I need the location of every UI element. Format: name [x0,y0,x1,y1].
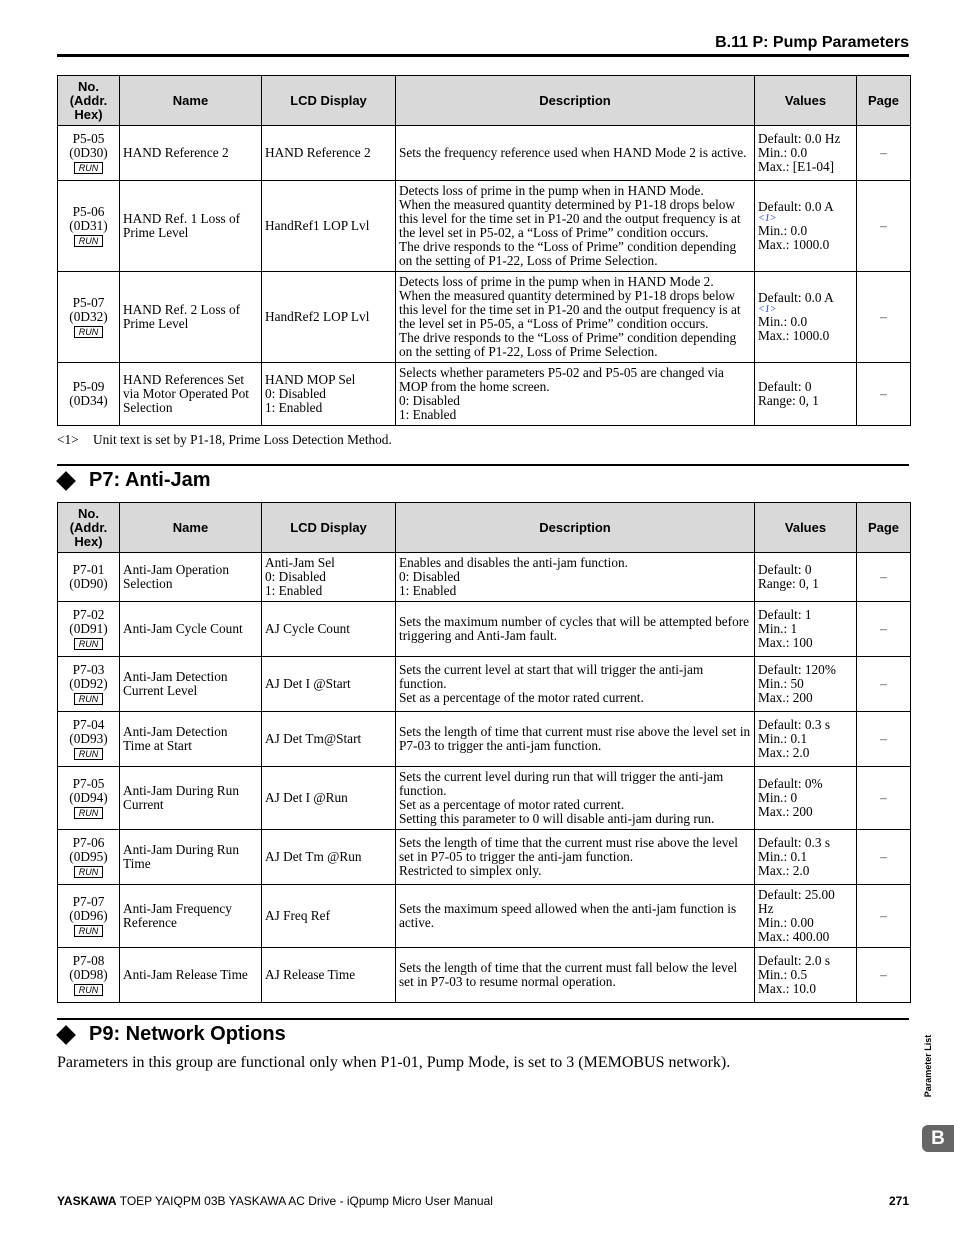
page-ref: – [857,830,911,885]
lcd-display: AJ Cycle Count [262,602,396,657]
page-ref: – [857,272,911,363]
param-number-cell [58,181,120,272]
description: Sets the frequency reference used when HAND Mode 2 is active. [396,126,755,181]
param-number: P7-03 [72,662,105,677]
run-badge: RUN [74,925,104,937]
col-header-name: Name [120,503,262,553]
param-address: (0D30) [69,145,108,160]
run-badge: RUN [74,162,104,174]
param-address: (0D95) [69,849,108,864]
param-name: Anti-Jam Cycle Count [120,602,262,657]
table-row [58,602,911,657]
col-header-values: Values [755,503,857,553]
values-default: Default: 0% Min.: 0 Max.: 200 [758,776,823,819]
col-header-no: No. (Addr. Hex) [58,503,120,553]
page-ref: – [857,602,911,657]
footnote [57,432,392,448]
param-name: Anti-Jam During Run Time [120,830,262,885]
side-tab-letter: B [922,1125,954,1152]
description: Selects whether parameters P5-02 and P5-05 are changed via MOP from the home screen. 0: Disabled 1: Enabled [396,363,755,426]
run-badge: RUN [74,748,104,760]
table-row [58,363,911,426]
param-number: P7-05 [72,776,105,791]
param-number-cell [58,712,120,767]
values-default: Default: 0.0 A [758,290,834,305]
description: Enables and disables the anti-jam function. 0: Disabled 1: Enabled [396,553,755,602]
values-range: Min.: 0.0 Max.: 1000.0 [758,314,830,343]
values-cell [755,126,857,181]
param-number: P5-09 [72,379,105,394]
param-address: (0D94) [69,790,108,805]
values-default: Default: 2.0 s Min.: 0.5 Max.: 10.0 [758,953,831,996]
run-badge: RUN [74,235,104,247]
values-default: Default: 0.0 Hz Min.: 0.0 Max.: [E1-04] [758,131,841,174]
param-address: (0D98) [69,967,108,982]
page-ref: – [857,948,911,1003]
p7-parameter-table [57,502,911,1003]
page-ref: – [857,553,911,602]
param-address: (0D96) [69,908,108,923]
description: Sets the maximum number of cycles that will be attempted before triggering and Anti-Jam fault. [396,602,755,657]
param-number-cell [58,126,120,181]
page-ref: – [857,712,911,767]
run-badge: RUN [74,984,104,996]
page-ref: – [857,181,911,272]
values-cell [755,830,857,885]
values-cell [755,948,857,1003]
table-row [58,553,911,602]
lcd-display: HandRef2 LOP Lvl [262,272,396,363]
col-header-page: Page [857,503,911,553]
page-ref: – [857,657,911,712]
values-default: Default: 25.00 Hz Min.: 0.00 Max.: 400.00 [758,887,835,944]
table-row [58,885,911,948]
lcd-display: AJ Det I @Run [262,767,396,830]
param-name: Anti-Jam Operation Selection [120,553,262,602]
table-row [58,830,911,885]
param-address: (0D92) [69,676,108,691]
lcd-display: AJ Det Tm@Start [262,712,396,767]
col-header-lcd: LCD Display [262,76,396,126]
param-number-cell [58,830,120,885]
run-badge: RUN [74,638,104,650]
col-header-description: Description [396,76,755,126]
param-name: Anti-Jam Detection Time at Start [120,712,262,767]
footer-brand: YASKAWA [57,1194,117,1208]
param-number-cell [58,657,120,712]
param-name: HAND References Set via Motor Operated Pot Selection [120,363,262,426]
param-number: P7-08 [72,953,105,968]
param-name: HAND Ref. 2 Loss of Prime Level [120,272,262,363]
footer-text: TOEP YAIQPM 03B YASKAWA AC Drive - iQpump Micro User Manual [119,1194,493,1208]
description: Sets the current level at start that will trigger the anti-jam function. Set as a percentage of the motor rated current. [396,657,755,712]
param-address: (0D31) [69,218,108,233]
values-cell [755,712,857,767]
values-default: Default: 120% Min.: 50 Max.: 200 [758,662,836,705]
values-default: Default: 0.3 s Min.: 0.1 Max.: 2.0 [758,835,831,878]
values-default: Default: 0.3 s Min.: 0.1 Max.: 2.0 [758,717,831,760]
param-number: P5-06 [72,204,105,219]
values-default: Default: 1 Min.: 1 Max.: 100 [758,607,813,650]
lcd-display: HandRef1 LOP Lvl [262,181,396,272]
values-default: Default: 0.0 A [758,199,834,214]
header-rule [57,54,909,57]
col-header-lcd: LCD Display [262,503,396,553]
run-badge: RUN [74,866,104,878]
param-number: P5-05 [72,131,105,146]
description: Sets the maximum speed allowed when the anti-jam function is active. [396,885,755,948]
run-badge: RUN [74,693,104,705]
page-number: 271 [888,1194,909,1208]
description: Sets the length of time that the current must fall below the level set in P7-03 to resume normal operation. [396,948,755,1003]
table-row [58,767,911,830]
lcd-display: AJ Det I @Start [262,657,396,712]
lcd-display: AJ Det Tm @Run [262,830,396,885]
col-header-name: Name [120,76,262,126]
param-address: (0D93) [69,731,108,746]
param-number-cell [58,885,120,948]
page-ref: – [857,363,911,426]
param-address: (0D32) [69,309,108,324]
table-row [58,272,911,363]
section-heading-p7 [57,469,211,492]
table-row [58,126,911,181]
page-ref: – [857,767,911,830]
values-cell [755,657,857,712]
col-header-no: No. (Addr. Hex) [58,76,120,126]
values-cell [755,363,857,426]
param-address: (0D90) [69,576,108,591]
param-number: P5-07 [72,295,105,310]
run-badge: RUN [74,326,104,338]
section-title: P7: Anti-Jam [89,469,211,491]
page-ref: – [857,885,911,948]
description: Sets the length of time that the current must rise above the level set in P7-05 to trigger the anti-jam function. Restricted to simplex only. [396,830,755,885]
section-intro-text: Parameters in this group are functional only when P1-01, Pump Mode, is set to 3 (MEMOBUS network). [57,1054,731,1071]
section-rule [57,464,909,466]
diamond-bullet-icon [56,471,76,491]
values-cell [755,602,857,657]
param-name: HAND Reference 2 [120,126,262,181]
param-name: Anti-Jam During Run Current [120,767,262,830]
side-tab-label: Parameter List [923,1034,933,1098]
table-row [58,181,911,272]
section-heading-p9 [57,1023,286,1046]
p5-parameter-table [57,75,911,426]
lcd-display: Anti-Jam Sel 0: Disabled 1: Enabled [262,553,396,602]
param-number: P7-07 [72,894,105,909]
values-cell [755,553,857,602]
param-number: P7-02 [72,607,105,622]
section-rule [57,1018,909,1020]
description: Detects loss of prime in the pump when in HAND Mode 2. When the measured quantity determined by P1-18 drops below this level for the time set in P1-20 and the output frequency is at the level set in P5-05, a “Loss of Prime” condition occurs. The drive responds to the “Loss of Prime” condition depending on the setting of P1-22, Loss of Prime Selection. [396,272,755,363]
footer-manual-title [57,1194,493,1208]
description: Detects loss of prime in the pump when in HAND Mode. When the measured quantity determined by P1-18 drops below this level for the time set in P1-20 and the output frequency is at the level set in P5-02, a “Loss of Prime” condition occurs. The drive responds to the “Loss of Prime” condition depending on the setting of P1-22, Loss of Prime Selection. [396,181,755,272]
description: Sets the current level during run that will trigger the anti-jam function. Set as a percentage of motor rated current. Setting this parameter to 0 will disable anti-jam during run. [396,767,755,830]
param-number-cell [58,948,120,1003]
values-cell [755,885,857,948]
footnote-ref-link[interactable]: <1> [758,213,777,224]
footnote-ref-link[interactable]: <1> [758,304,777,315]
page-ref: – [857,126,911,181]
param-number: P7-01 [72,562,105,577]
lcd-display: HAND MOP Sel 0: Disabled 1: Enabled [262,363,396,426]
param-address: (0D34) [69,393,108,408]
page-header-title: B.11 P: Pump Parameters [715,34,909,51]
lcd-display: HAND Reference 2 [262,126,396,181]
values-default: Default: 0 Range: 0, 1 [758,379,819,408]
param-number: P7-04 [72,717,105,732]
param-number-cell [58,363,120,426]
param-number-cell [58,272,120,363]
param-name: Anti-Jam Frequency Reference [120,885,262,948]
values-cell [755,272,857,363]
param-number-cell [58,602,120,657]
footnote-text: Unit text is set by P1-18, Prime Loss Detection Method. [93,432,392,447]
values-cell [755,767,857,830]
run-badge: RUN [74,807,104,819]
param-name: HAND Ref. 1 Loss of Prime Level [120,181,262,272]
values-default: Default: 0 Range: 0, 1 [758,562,819,591]
values-cell [755,181,857,272]
table-row [58,712,911,767]
section-title: P9: Network Options [89,1023,286,1045]
param-name: Anti-Jam Release Time [120,948,262,1003]
param-number: P7-06 [72,835,105,850]
param-name: Anti-Jam Detection Current Level [120,657,262,712]
col-header-page: Page [857,76,911,126]
values-range: Min.: 0.0 Max.: 1000.0 [758,223,830,252]
param-address: (0D91) [69,621,108,636]
lcd-display: AJ Freq Ref [262,885,396,948]
col-header-description: Description [396,503,755,553]
lcd-display: AJ Release Time [262,948,396,1003]
param-number-cell [58,767,120,830]
table-row [58,948,911,1003]
footnote-mark: <1> [57,432,79,447]
col-header-values: Values [755,76,857,126]
description: Sets the length of time that current must rise above the level set in P7-03 to trigger the anti-jam function. [396,712,755,767]
param-number-cell [58,553,120,602]
table-row [58,657,911,712]
diamond-bullet-icon [56,1025,76,1045]
